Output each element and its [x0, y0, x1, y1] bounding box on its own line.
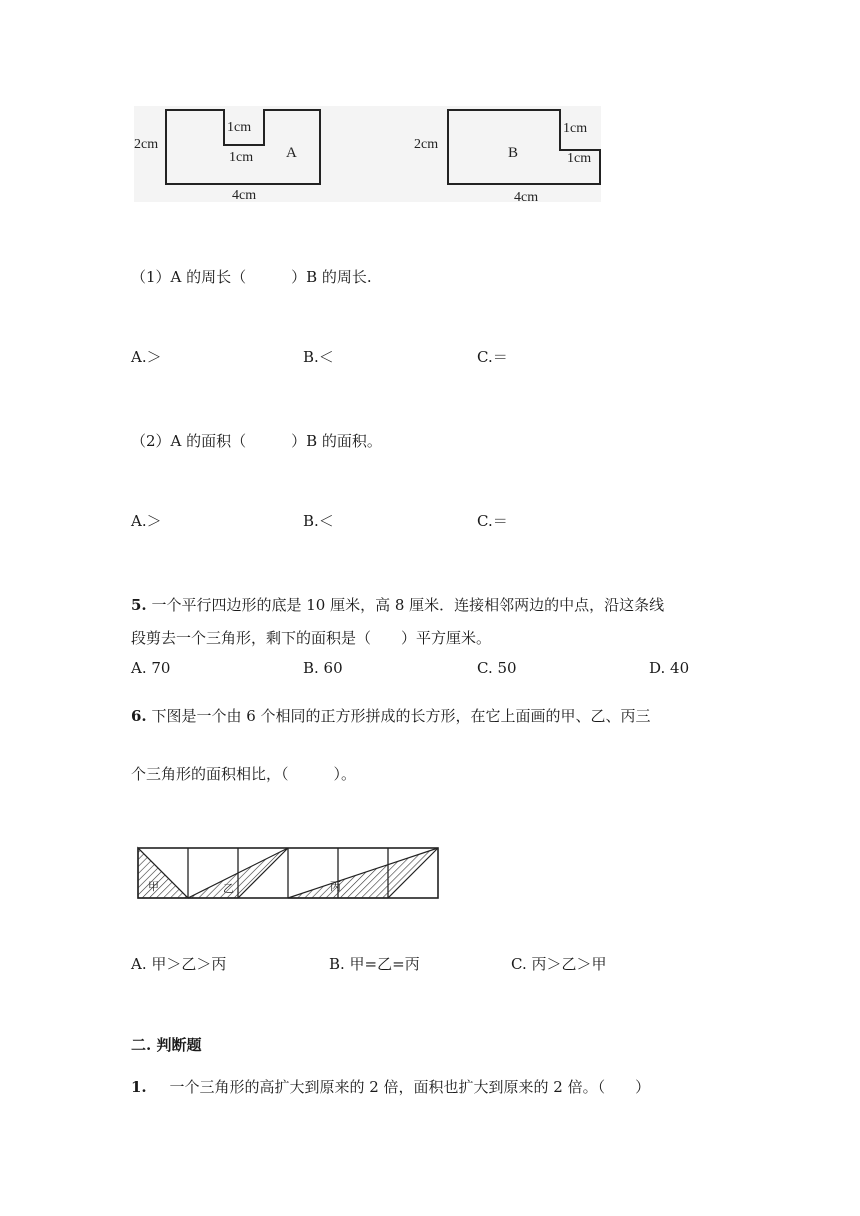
q5-text-line1: 一个平行四边形的底是 10 厘米，高 8 厘米．连接相邻两边的中点，沿这条线 — [151, 596, 665, 614]
shape-b-width-label: 4cm — [514, 190, 539, 205]
q4-sub2-option-a[interactable]: A.＞ — [131, 512, 162, 530]
q6-option-c[interactable]: C. 丙＞乙＞甲 — [511, 955, 607, 973]
q4-sub2-option-b[interactable]: B.＜ — [303, 512, 334, 530]
q6-option-b[interactable]: B. 甲=乙=丙 — [329, 955, 420, 973]
section-title-judgement: 二. 判断题 — [131, 1036, 202, 1054]
shape-b-notch-side-label: 1cm — [563, 121, 588, 136]
shape-a-notch-side-label: 1cm — [227, 120, 252, 135]
triangle-jia-label: 甲 — [148, 881, 159, 893]
shape-b-notch-bottom-label: 1cm — [567, 151, 592, 166]
q6-figure-rectangle — [134, 842, 444, 904]
q4-sub2-option-c[interactable]: C.＝ — [477, 512, 508, 530]
figure-shapes-a-b — [0, 0, 860, 220]
q5-line1 — [131, 594, 664, 615]
q6-number: 6. — [131, 707, 147, 725]
q4-sub1-option-b[interactable]: B.＜ — [303, 348, 334, 366]
triangle-bing — [288, 848, 438, 898]
q5-option-b[interactable]: B. 60 — [303, 659, 343, 677]
q5-line2: 段剪去一个三角形，剩下的面积是（ ）平方厘米。 — [131, 629, 492, 647]
triangle-bing-label: 丙 — [330, 881, 341, 893]
q6-text-line1: 下图是一个由 6 个相同的正方形拼成的长方形，在它上面画的甲、乙、丙三 — [151, 707, 651, 725]
q6-option-a[interactable]: A. 甲＞乙＞丙 — [131, 955, 227, 973]
q5-number: 5. — [131, 596, 147, 614]
q4-sub1-option-a[interactable]: A.＞ — [131, 348, 162, 366]
q6-line1 — [131, 705, 651, 726]
q5-option-c[interactable]: C. 50 — [477, 659, 517, 677]
q6-line2: 个三角形的面积相比，（ ）。 — [131, 765, 357, 783]
shape-b-height-label: 2cm — [414, 137, 439, 152]
q5-option-d[interactable]: D. 40 — [649, 659, 690, 677]
shape-a-notch-bottom-label: 1cm — [229, 150, 254, 165]
shape-a-letter: A — [286, 145, 297, 161]
judge-q1-number: 1. — [131, 1078, 147, 1096]
shape-a-height-label: 2cm — [134, 137, 159, 152]
shape-a-width-label: 4cm — [232, 188, 257, 203]
q5-option-a[interactable]: A. 70 — [131, 659, 171, 677]
judge-q1 — [131, 1076, 650, 1097]
q4-sub1-text: （1）A 的周长（ ）B 的周长. — [131, 268, 372, 286]
triangle-yi-label: 乙 — [223, 883, 234, 895]
q4-sub2-text: （2）A 的面积（ ）B 的面积。 — [131, 432, 382, 450]
judge-q1-text: 一个三角形的高扩大到原来的 2 倍，面积也扩大到原来的 2 倍。（ ） — [169, 1078, 651, 1096]
shape-b-letter: B — [508, 145, 519, 161]
q4-sub1-option-c[interactable]: C.＝ — [477, 348, 508, 366]
